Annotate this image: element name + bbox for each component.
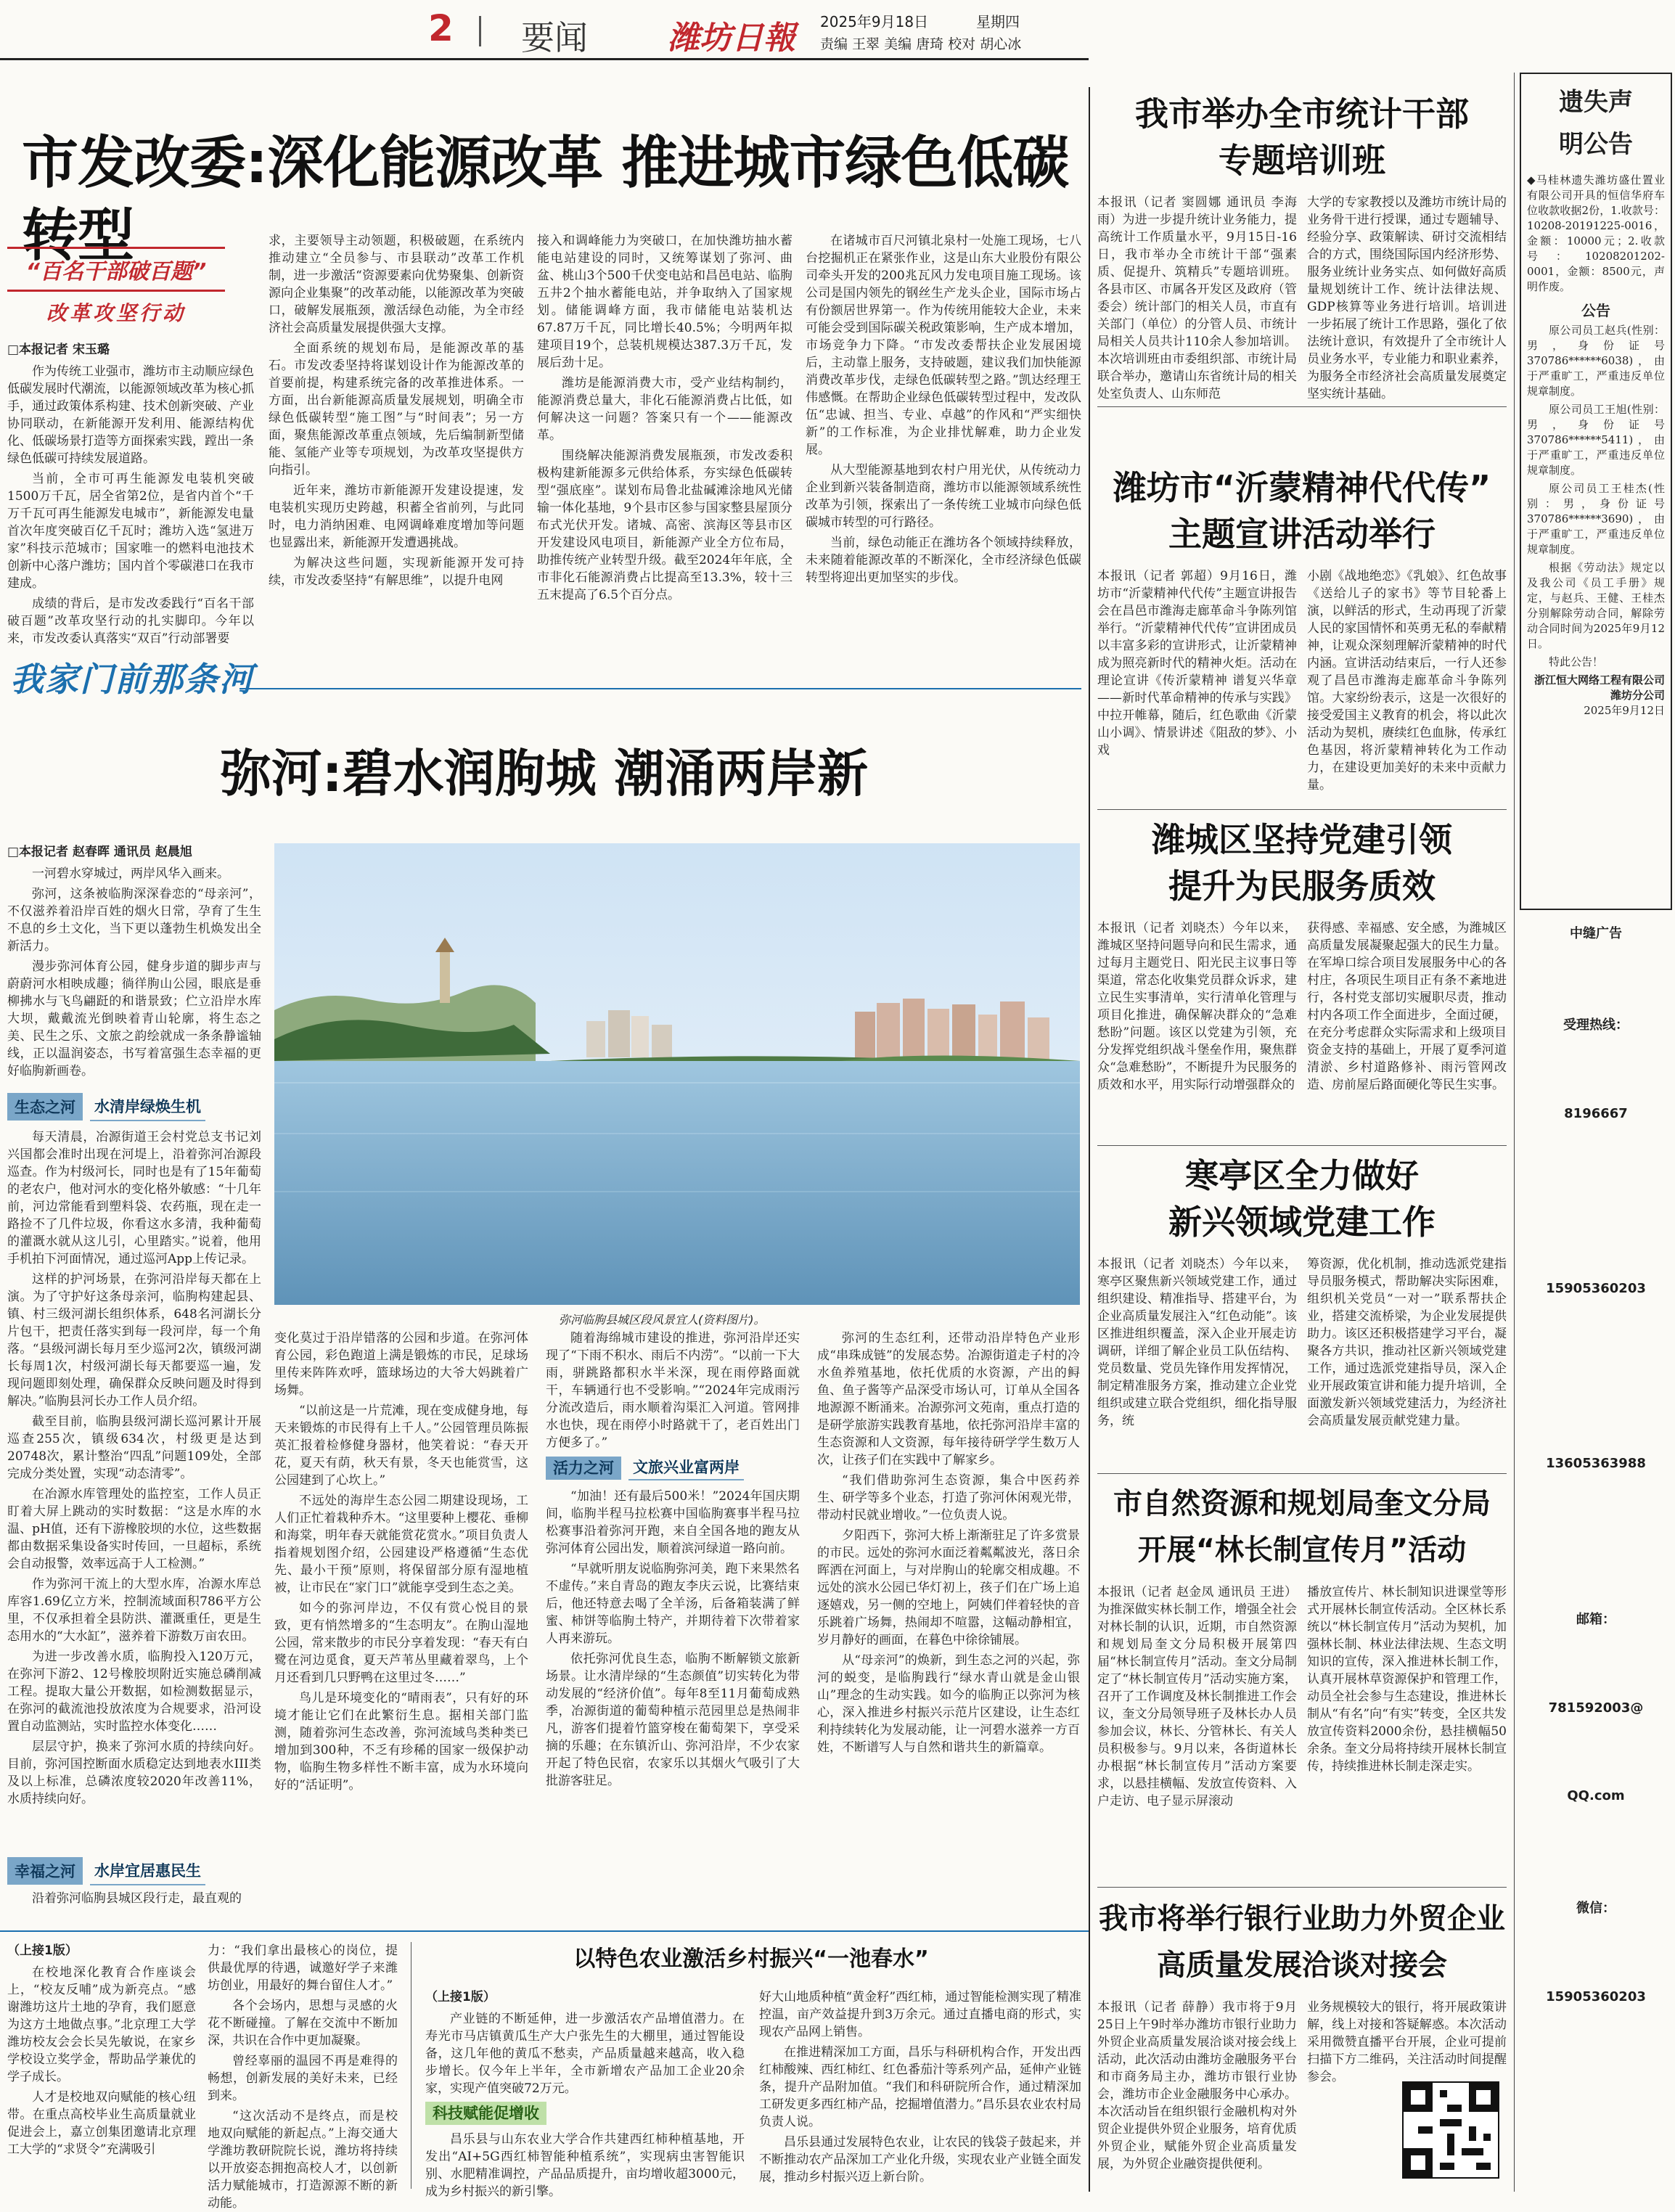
river-col-a-end — [7, 1890, 261, 1912]
subhead-eco-river — [7, 1092, 261, 1121]
masthead — [0, 0, 1089, 58]
subhead-tag: 幸福之河 — [7, 1857, 83, 1885]
paragraph: 如今的弥河岸边，不仅有赏心悦目的景致，更有悄然增多的“生态明友”。在朐山湿地公园，常来散步的市民分享着发现：“春天有白鹭在河边觅食，夏天芦苇丛里藏着翠鸟，上个月还看到几只野鸭在这里过冬……” — [274, 1601, 528, 1685]
paragraph: “我们借助弥河生态资源，集合中医药养生、研学等多个业态，打造了弥河休闲观光带，带动村民就业增收。”一位负责人说。 — [817, 1473, 1080, 1523]
paragraph: 作为弥河干流上的大型水库，冶源水库总库容1.69亿立方米，控制流域面积786平方公里，不仅承担着全县防洪、灌溉重任，更是生态用水的“大水缸”，滋养着下游数万亩农田。 — [7, 1577, 261, 1644]
paragraph: 特此公告！ — [1549, 655, 1604, 668]
story-headline: 寒亭区全力做好 — [1185, 1156, 1419, 1195]
company-name: 浙江恒大网络工程有限公司潍坊分公司 — [1533, 673, 1665, 702]
series-badge-title: “百名干部破百题” — [7, 247, 225, 292]
paragraph: 各个会场内，思想与灵感的火花不断碰撞。了解在交流中不断加深，共识在合作中更加凝聚。 — [208, 1999, 398, 2048]
paragraph: 为解决这些问题，实现新能源开发可持续，市发改委坚持“有解思维”，以提升电网 — [269, 556, 524, 588]
paragraph: 夕阳西下，弥河大桥上渐渐驻足了许多赏景的市民。远处的弥河水面泛着粼粼波光，落日余晖洒在河面上，与对岸朐山的轮廓交相成趣。不远处的滨水公园已华灯初上，孩子们在广场上追逐嬉戏，另一侧的空地上，阿姨们伴着轻快的音乐跳着广场舞，热闹却不喧嚣，这幅动静相宜，岁月静好的画面，在暮色中徐徐铺展。 — [817, 1528, 1080, 1647]
paragraph: 在校地深化教育合作座谈会上，“校友反哺”成为新亮点。“感谢潍坊这片土地的孕育，我们愿意为这方土地做点事。”北京理工大学潍坊校友会会长吴先敏说，在家乡学校设立奖学金，帮助品学兼优的学子成长。 — [7, 1965, 196, 2084]
paragraph: 依托弥河优良生态，临朐不断解锁文旅新场景。让水清岸绿的“生态颜值”切实转化为带动发展的“经济价值”。每年8至11月葡萄成熟季，冶源街道的葡萄种植示范园里总是热闹非凡，游客们提着竹篮穿梭在葡萄架下，享受采摘的乐趣；在东镇沂山、弥河沿岸，不少农家开起了特色民宿，农家乐以其烟火气吸引了大批游客驻足。 — [546, 1652, 800, 1788]
paragraph: 全面系统的规划布局，是能源改革的基石。市发改委坚持将谋划设计作为能源改革的首要前提，构建系统完备的改革推进体系。一方面，出台新能源高质量发展规划，明确全市绿色低碳转型“施工图”与“时间表”；另一方面，聚焦能源改革重点领域，先后编制新型储能、氢能产业等专项规划，为改革攻坚提供方向指引。 — [269, 341, 524, 478]
paragraph: 求，主要领导主动领题，积极破题，在系统内推动建立“全员参与、市县联动”改革工作机制，进一步激活“资源要素向优势聚集、创新资源向企业集聚”的改革动能，以能源改革为突破口，破解发展瓶颈，激活绿色动能，为全市经济社会高质量发展提供强大支撑。 — [269, 234, 524, 335]
story-col: 本报讯（记者 赵金凤 通讯员 王进）为推深做实林长制工作，增强全社会对林长制的认识，近期，市自然资源和规划局奎文分局积极开展第四届“林长制宣传月”活动。奎文分局制定了“林长制宣传月”活动实施方案，召开了工作调度及林长制推进工作会议，奎文分局领导班子及林长办人员参加会议，林长、分管林长、有关人员积极参与。9月以来，各街道林长办根据“林长制宣传月”活动方案要求，以悬挂横幅、发放宣传资料、入户走访、电子显示屏滚动 — [1097, 1585, 1297, 1808]
story-col: 大学的专家教授以及潍坊市统计局的业务骨干进行授课，通过专题辅导、经验分享、政策解读、研讨交流相结合的方式，围绕国际国内经济形势、服务业统计业务实点、如何做好高质量规划统计工作、统计法律法规、GDP核算等业务进行培训。培训进一步拓展了统计工作思路，强化了依法统计意识，有效提升了全市统计人员业务水平，专业能力和职业素养，为服务全市经济社会高质量发展奠定坚实统计基础。 — [1307, 195, 1507, 401]
story-col: 本报讯（记者 窦圆娜 通讯员 李海雨）为进一步提升统计业务能力，提高统计工作质量水平，9月15日-16日，我市举办全市统计干部“强素质、促提升、筑精兵”专题培训班。各县市区、市属各开发区及政府（管委会）统计部门的相关人员，市直有关部门（单位）的分管人员、市统计局相关人员共计110余人参加培训。本次培训班由市委组织部、市统计局联合举办，邀请山东省统计局的相关处室负责人、山东师范 — [1097, 195, 1297, 401]
sidebar-story-3 — [1097, 816, 1507, 1143]
paragraph: 层层守护，换来了弥河水质的持续向好。目前，弥河国控断面水质稳定达到地表水III类及以上标准，总磷浓度较2020年改善11%，水质持续向好。 — [7, 1740, 261, 1806]
email-address: 781592003@ — [1548, 1700, 1644, 1716]
paragraph: 沿着弥河临朐县城区段行走，最直观的 — [32, 1891, 242, 1906]
river-col-c — [546, 1330, 800, 1925]
lead-byline: □本报记者 宋玉璐 — [7, 343, 110, 357]
story-headline: 我市将举行银行业助力外贸企业 — [1099, 1902, 1505, 1936]
story-headline-2: 开展“林长制宣传月”活动 — [1137, 1533, 1467, 1567]
notice-title: 遗失声明公告 — [1559, 88, 1633, 159]
story-headline: 我市举办全市统计干部 — [1135, 94, 1469, 134]
story-headline-2: 提升为民服务质效 — [1168, 867, 1436, 906]
paragraph: “这次活动不是终点，而是校地双向赋能的新起点。”上海交通大学潍坊教研院院长说，潍坊将持续以开放姿态拥抱高校人才，以创新活力赋能城市，打造源源不断的新动能。 — [208, 2109, 398, 2211]
subhead-text: 水岸宜居惠民生 — [90, 1856, 205, 1885]
phone-number: 13605363988 — [1546, 1456, 1646, 1471]
story-headline-2: 新兴领域党建工作 — [1168, 1203, 1436, 1242]
river-col-a — [7, 1128, 261, 1854]
river-badge: 我家门前那条河 — [10, 660, 254, 699]
paragraph: 曾经辜丽的温园不再是难得的畅想，创新发展的美好未来，已经到来。 — [208, 2054, 398, 2103]
bottom-left-col-2 — [208, 1942, 398, 2211]
relay-ad-label: 中缝广告 — [1570, 926, 1622, 941]
sidebar-story-2 — [1097, 464, 1507, 827]
paragraph: 昌乐县与山东农业大学合作共建西红柿种植基地，开发出“AI+5G西红柿智能种植系统”，实现病虫害智能识别、水肥精准调控，产品品质提升，亩均增收超3000元，成为乡村振兴的新引擎。 — [425, 2132, 745, 2199]
series-badge — [7, 247, 225, 323]
paragraph: “早就听朋友说临朐弥河美，跑下来果然名不虚传。”来自青岛的跑友李庆云说，比赛结束后，他还特意去喝了全羊汤，后备箱装满了鲜蜜、柿饼等临朐土特产，并期待着下次带着家人再来游玩。 — [546, 1562, 800, 1646]
subhead-tag: 生态之河 — [7, 1093, 83, 1121]
bottom-right-col-1 — [425, 1988, 745, 2199]
notice-box — [1520, 73, 1672, 910]
paragraph: 围绕解决能源消费发展瓶颈，市发改委积极构建新能源多元供给体系，夯实绿色低碳转型“强底座”。谋划布局鲁北盐碱滩涂地风光储输一体化基地，9个县市区参与国家整县屋顶分布式光伏开发。诸城、高密、滨海区等县市区开发建设风电项目，新能源产业全方位布局，助推传统产业转型升级。截至2024年年底，全市非化石能源消费占比提高至13.3%，较十三五末提高了6.5个百分点。 — [537, 448, 793, 602]
river-col-d — [817, 1330, 1080, 1925]
story-col: 本报讯（记者 薛静）我市将于9月25日上午9时举办潍坊市银行业助力外贸企业高质量发展洽谈对接会线上活动，此次活动由潍坊金融服务平台和市商务局主办，潍坊市银行业协会，潍坊市企业金融服务中心承办。本次活动旨在组织银行金融机构对外贸企业提供外贸企业服务，培育优质外贸企业，赋能外贸企业高质量发展，为外贸企业融资提供便利。 — [1097, 2000, 1297, 2171]
paragraph: 产业链的不断延伸，进一步激活农产品增值潜力。在寿光市马店镇黄瓜生产大户张先生的大棚里，通过智能设备，这几年他的黄瓜不愁卖，产品质量越来越高，收入稳步增长。仅今年上半年，全市新增农产品加工企业20余家，实现产值突破72万元。 — [425, 2012, 745, 2096]
masthead-rule — [0, 58, 1089, 60]
section-title: 要闻 — [521, 18, 588, 57]
story-col: 播放宣传片、林长制知识进课堂等形式开展林长制宣传活动。全区林长系统以“林长制宣传月”活动为契机，加强林长制、林业法律法规、生态文明知识的宣传，深入推进林长制工作，认真开展林草资源保护和管理工作，动员全社会参与生态建设，推进林长制从“有名”向“有实”转变，全区共发放宣传资料2000余份，悬挂横幅50余条。奎文分局将持续开展林长制宣传，持续推进林长制走深走实。 — [1307, 1585, 1507, 1774]
paragraph: 昌乐县通过发展特色农业，让农民的钱袋子鼓起来，并不断推动农产品深加工产业化升级，实现农业产业链全面发展，推动乡村振兴迈上新台阶。 — [759, 2135, 1081, 2184]
paragraph: 每天清晨，冶源街道王会村党总支书记刘兴国都会准时出现在河堤上，沿着弥河冶源段巡查。作为村级河长，同时也是有了15年葡萄的老农户，他对河水的变化格外敏感：“十几年前，河边常能看到塑料袋、农药瓶，现在走一路捡不了几件垃圾，你看这水多清，我种葡萄的灌溉水就从这儿引，心里踏实。”说着，他用手机拍下河面情况，通过巡河App上传记录。 — [7, 1130, 261, 1266]
sidebar-rule — [1097, 1145, 1507, 1146]
qr-code — [1402, 2081, 1499, 2179]
paragraph: 接入和调峰能力为突破口，在加快潍坊抽水蓄能电站建设的同时，又统筹谋划了弥河、曲盆、桃山3个500千伏变电站和昌邑电站、临朐五井2个抽水蓄能电站，并争取纳入了国家规划。储能调峰方面，我市储能电站装机达67.87万千瓦，同比增长40.5%；今明两年拟建项目19个，总装机规模达387.3万千瓦，发展后劲十足。 — [537, 234, 793, 370]
paragraph: 漫步弥河体育公园，健身步道的脚步声与蔚蔚河水相映成趣；徜徉朐山公园，眼底是垂柳拂水与飞鸟翩跹的和谐景致；伫立沿岸水库大坝，戴戴流光倒映着青山轮廓，将生态之美、民生之乐、文旅之韵绘就成一条条静谧轴线，正以温润姿态，书写着富强生态幸福的更好临朐新画卷。 — [7, 959, 261, 1078]
email-domain: QQ.com — [1567, 1788, 1625, 1803]
sidebar-story-5 — [1097, 1480, 1507, 1883]
river-headline: 弥河:碧水润朐城 潮涌两岸新 — [220, 744, 869, 803]
story-col: 本报讯（记者 郭超）9月16日，潍坊市“沂蒙精神代代传”主题宣讲报告会在昌邑市潍海走廊革命斗争陈列馆举行。“沂蒙精神代代传”宣讲团成员以丰富多彩的宣讲形式，让沂蒙精神成为照亮新时代的精神火炬。活动在理论宣讲《传沂蒙精神 谱复兴华章——新时代革命精神的传承与实践》中拉开帷幕，随后，红色歌曲《沂蒙山小调》、情景讲述《阻敌的梦》、小戏 — [1097, 569, 1297, 758]
series-badge-subtitle: 改革攻坚行动 — [46, 301, 186, 325]
issue-date: 2025年9月18日 — [820, 13, 929, 30]
ad-strip — [1520, 73, 1672, 2188]
story-col: 小剧《战地绝恋》《乳娘》、红色故事《送给儿子的家书》等节目轮番上演，以鲜活的形式，生动再现了沂蒙人民的家国情怀和英勇无私的奉献精神，让观众深刻理解沂蒙精神的时代内涵。宣讲活动结束后，一行人还参观了昌邑市潍海走廊革命斗争陈列馆。大家纷纷表示，这是一次很好的接受爱国主义教育的机会，将以此次活动为契机，赓续红色血脉，传承红色基因，将沂蒙精神转化为工作动力，在建设更加美好的未来中贡献力量。 — [1307, 569, 1507, 792]
lead-headline: 市发改委:深化能源改革 推进城市绿色低碳转型 — [22, 131, 1069, 269]
story-col: 本报讯（记者 刘晓杰）今年以来，潍城区坚持问题导向和民生需求，通过每月主题党日、阳光民主议事日等渠道，常态化收集党员群众诉求，建立民生实事清单，实行清单化管理与项目化推进，确保解决群众的“急难愁盼”问题。该区以党建为引领，充分发挥党组织战斗堡垒作用，聚焦群众“急难愁盼”，不断提升为民服务的质效和水平，用实际行动增强群众的 — [1097, 921, 1297, 1092]
story-headline-2: 专题培训班 — [1219, 141, 1385, 180]
phone-number: 15905360203 — [1546, 1281, 1646, 1296]
bottom-right-headline: 以特色农业激活乡村振兴“一池春水” — [573, 1946, 929, 1972]
sidebar-rule — [1097, 1887, 1507, 1888]
paragraph: 在诸城市百尺河镇北泉村一处施工现场，七八台挖掘机正在紧张作业，这是山东大业股份有限公司牵头开发的200兆瓦风力发电项目施工现场。该公司是国内领先的钢丝生产龙头企业，国际市场占有份额居世界第一。作为传统用能较大企业，未来可能会受到国际碳关税政策影响，生产成本增加，市场竞争力下降。“市发改委帮扶企业发展困境后，主动靠上服务，支持破题，建议我们加快能源消费改革步伐，走绿色低碳转型之路。”凯达经理王伟感慨。在帮助企业绿色低碳转型过程中，发改队伍“忠诚、担当、专业、卓越”的作风和“严实细快新”的工作标准，为企业排忧解难，助力企业发展。 — [806, 234, 1081, 457]
paragraph: 当前，绿色动能正在潍坊各个领域持续释放，未来随着能源改革的不断深化，全市经济绿色低碳转型将迎出更加坚实的步伐。 — [806, 536, 1081, 585]
story-col: 业务规模较大的银行，将开展政策讲解，线上对接和答疑解惑。本次活动采用微赞直播平台开展，企业可提前扫描下方二维码，关注活动时间提醒参会。 — [1307, 2000, 1507, 2084]
river-rule — [239, 688, 1081, 689]
river-col-b — [274, 1330, 528, 1925]
story-col: 本报讯（记者 刘晓杰）今年以来，寒亭区聚焦新兴领域党建工作，通过组织建设、精准指导、搭建平台，为企业高质量发展注入“红色动能”。该区推进组织覆盖，深入企业开展走访调研，详细了解企业员工队伍结构、党员数量、党员先锋作用发挥情况，制定精准服务方案，推动建立企业党组织或建立联合党组织，细化指导服务，统 — [1097, 1257, 1297, 1428]
paragraph: “加油！还有最后500米！”2024年国庆期间，临朐半程马拉松赛中国临朐赛事半程马拉松赛事沿着弥河开跑，来自全国各地的跑友从弥河体育公园出发，顺着滨河绿道一路向前。 — [546, 1489, 800, 1556]
paragraph: 变化莫过于沿岸错落的公园和步道。在弥河体育公园，彩色跑道上满是锻炼的市民，足球场里传来阵阵欢呼，篮球场边的大爷大妈跳着广场舞。 — [274, 1331, 528, 1398]
story-headline: 潍坊市“沂蒙精神代代传” — [1113, 468, 1491, 507]
wechat-phone: 15905360203 — [1546, 1989, 1646, 2004]
issue-weekday: 星期四 — [976, 13, 1020, 30]
phone-number: 8196667 — [1564, 1106, 1628, 1121]
paragraph: 从“母亲河”的焕新，到生态之河的兴起，弥河的蜕变，是临朐践行“绿水青山就是金山银山”理念的生动实践。如今的临朐正以弥河为核心，深入推进乡村振兴示范片区建设，让生态红利持续转化为发展动能，让一河碧水滋养一方百姓，不断谱写人与自然和谐共生的新篇章。 — [817, 1653, 1080, 1755]
paragraph: 好大山地质种植“黄金籽”西红柿，通过智能检测实现了精准控温，亩产效益提升到3万余元。通过直播电商的形式，实现农产品网上销售。 — [759, 1990, 1081, 2039]
bottom-right-col-2 — [759, 1988, 1081, 2189]
continuation-label: （上接1版） — [7, 1943, 78, 1958]
paragraph: 原公司员工赵兵(性别：男，身份证号370786******6038)，由于严重旷工，严重违反单位规章制度。 — [1527, 324, 1665, 398]
paragraph: 截至目前，临朐县级河湖长巡河累计开展巡查255次，镇级634次，村级更是达到20748次，累计整治“四乱”问题109处，全部完成分类处置，实现“动态清零”。 — [7, 1414, 261, 1481]
paragraph: 不远处的海岸生态公园二期建设现场，工人们正忙着栽种乔木。“这里要种上樱花、垂柳和海棠，明年春天就能赏花赏水。”项目负责人指着规划图介绍，公园建设严格遵循“生态优先、最小干预”原则，将保留部分原有湿地植被，让市民在“家门口”就能享受到生态之美。 — [274, 1494, 528, 1595]
page-number: 2 — [428, 7, 454, 49]
paragraph: 弥河的生态红利，还带动沿岸特色产业形成“串珠成链”的发展态势。冶源街道走子村的冷水鱼养殖基地，依托优质的水资源，产出的鲟鱼、鱼子酱等产品深受市场认可，订单从全国各地源源不断涌来。冶源弥河文苑南，重点打造的是研学旅游实践教育基地，依托弥河沿岸丰富的生态资源和人文资源，每年接待研学学生数万人次，让孩子们在实践中了解家乡。 — [817, 1331, 1080, 1467]
subhead-tag: 活力之河 — [546, 1457, 621, 1480]
lower-rule — [0, 1930, 1089, 1932]
subhead-vital-river — [546, 1456, 800, 1480]
editor-credits: 责编 王翠 美编 唐琦 校对 胡心冰 — [820, 36, 1022, 52]
story-headline: 市自然资源和规划局奎文分局 — [1113, 1487, 1491, 1520]
river-intro-col — [7, 843, 261, 1105]
notice-body — [1527, 173, 1665, 718]
story-headline: 潍城区坚持党建引领 — [1152, 820, 1452, 859]
sidebar-story-4 — [1097, 1152, 1507, 1472]
paragraph: “以前这是一片荒滩，现在变成健身地，每天来锻炼的市民得有上千人。”公园管理员陈振英汇报着检修健身器材，他笑着说：“春天开花，夏天有荫，秋天有景，冬天也能赏雪，这公园建到了心坎上。” — [274, 1404, 528, 1488]
sidebar-rule — [1097, 1473, 1507, 1474]
story-headline-2: 主题宣讲活动举行 — [1168, 515, 1436, 554]
river-landscape-illustration — [274, 843, 1080, 1305]
notice-item: ◆马桂林遗失潍坊盛仕置业有限公司开具的恒信华府车位收款收据2份，1.收款号：10208-20191225-0016，金额：10000元；2.收款号：10208201202-0001，金额：8500元，声明作废。 — [1527, 173, 1665, 293]
email-label: 邮箱： — [1576, 1612, 1615, 1627]
lead-col-1 — [7, 341, 254, 646]
bottom-left-col-1 — [7, 1942, 196, 2189]
paragraph: 一河碧水穿城过，两岸风华入画来。 — [32, 867, 229, 881]
sidebar-rule — [1097, 809, 1507, 810]
paragraph: 在推进精深加工方面，昌乐与科研机构合作，开发出西红柿酸辣、西红柿红、红色番茄汁等系列产品，延伸产业链条，提升产品附加值。“我们和科研院所合作，通过精深加工研发更多西红柿产品，挖掘增值潜力。”昌乐县农业农村局负责人说。 — [759, 2045, 1081, 2129]
paragraph: 原公司员工王旭(性别：男，身份证号370786******5411)，由于严重旷工，严重违反单位规章制度。 — [1527, 403, 1665, 477]
paragraph: 弥河，这条被临朐深深眷恋的“母亲河”，不仅滋养着沿岸百姓的烟火日常，孕育了生生不息的乡土文化，当下更以蓬勃生机焕发出全新活力。 — [7, 887, 261, 954]
divider-bar — [479, 16, 481, 46]
wechat-label: 微信： — [1576, 1901, 1615, 1916]
paragraph: 作为传统工业强市，潍坊市主动顺应绿色低碳发展时代潮流，以能源领域改革为核心抓手，通过政策体系构建、技术创新突破、产业协同联动，在新能源开发利用、能源结构优化、低碳场景打造等方面探索实践，蹚出一条绿色低碳可持续发展道路。 — [7, 364, 254, 466]
subhead-happy-river — [7, 1856, 261, 1885]
story-col: 筹资源，优化机制，推动选派党建指导员服务模式，帮助解决实际困难，组织机关党员“一对一”联系帮扶企业，搭建交流桥梁，为企业发展提供助力。该区还积极搭建学习平台，凝聚各方共识，推动社区新兴领域党建工作，通过选派党建指导员，深入企业开展政策宣讲和能力提升培训，全面激发新兴领域党建活力，为经济社会高质量发展贡献党建力量。 — [1307, 1257, 1507, 1428]
paragraph: 鸟儿是环境变化的“晴雨表”，只有好的环境才能让它们在此繁衍生息。据相关部门监测，随着弥河生态改善，弥河流域鸟类种类已增加到300种，不乏有珍稀的国家一级保护动物，临朐生物多样性不断丰富，成为水环境向好的“活证明”。 — [274, 1691, 528, 1793]
story-col: 获得感、幸福感、安全感，为潍城区高质量发展凝聚起强大的民生力量。在军埠口综合项目发展服务中心的各村庄，各项民生项目正有条不紊地进行，各村党支部切实履职尽责，推动村内各项工作全面进步，全面过硬，在充分考虑群众实际需求和上级项目资金支持的基础上，开展了夏季河道清淤、乡村道路修补、雨污管网改造、房前屋后路面硬化等民生实事。 — [1307, 921, 1507, 1092]
paragraph: 当前，全市可再生能源发电装机突破1500万千瓦，居全省第2位，是省内首个“千万千瓦可再生能源发电城市”，新能源发电量首次年度突破百亿千瓦时；潍坊入选“氢进万家”科技示范城市；国家唯一的燃料电池技术创新中心落户潍坊；国内首个零碳港口在我市建成。 — [7, 472, 254, 591]
paragraph: 潍坊是能源消费大市，受产业结构制约，能源消费总量大，非化石能源消费占比低，如何解决这一问题？答案只有一个——能源改革。 — [537, 376, 793, 443]
river-photo — [274, 843, 1080, 1305]
paragraph: 在冶源水库管理处的监控室，工作人员正盯着大屏上跳动的实时数据：“这是水库的水温、pH值，还有下游橡胶坝的水位，这些数据都由数据采集设备实时传回，一旦超标，系统会自动报警，效率远高于人工检测。” — [7, 1487, 261, 1571]
paragraph: 成绩的背后，是市发改委践行“百名干部破百题”改革攻坚行动的扎实脚印。今年以来，市发改委认真落实“双百”行动部署要 — [7, 597, 254, 646]
notice-date: 2025年9月12日 — [1584, 704, 1665, 717]
sidebar-rule — [1097, 406, 1507, 407]
story-headline-2: 高质量发展洽谈对接会 — [1157, 1949, 1447, 1982]
sidebar-divider — [1089, 87, 1090, 2192]
lead-col-3 — [537, 232, 793, 628]
sidebar-story-1 — [1097, 91, 1507, 399]
river-byline: □本报记者 赵春晖 通讯员 赵晨旭 — [7, 845, 192, 859]
paragraph: 这样的护河场景，在弥河沿岸每天都在上演。为了守护好这条母亲河，临朐构建起县、镇、村三级河湖长组织体系，648名河湖长分片包干，把责任落实到每一段河岸，每一个角落。“县级河湖长每月至少巡河2次，镇级河湖长每周1次，村级河湖长每天都要巡一遍，发现问题即刻处理，确保群众反映问题及时得到解决。”临朐县河长办工作人员介绍。 — [7, 1272, 261, 1409]
paper-name: 潍坊日報 — [668, 20, 795, 57]
lead-col-2 — [269, 232, 524, 628]
paragraph: 为进一步改善水质，临朐投入120万元，在弥河下游2、12号橡胶坝附近实施总磷削减工程。提取大量公开数据，如检测数据显示，在弥河的截流池投放浓度为合规要求，沿河设置自动监测站，实时监控水体变化…… — [7, 1650, 261, 1734]
paragraph: 原公司员工王桂杰(性别：男，身份证号370786******3690)，由于严重旷工，严重违反单位规章制度。 — [1527, 482, 1665, 556]
lead-col-4 — [806, 232, 1081, 628]
paragraph: 随着海绵城市建设的推进，弥河沿岸还实现了“下雨不积水、雨后不内涝”。“以前一下大雨，骈跳路都积水半米深，现在雨停路面就干，车辆通行也不受影响。”“2024年完成雨污分流改造后，雨水顺着沟渠汇入河道。管网排水也快，现在雨停小时路就干了，老百姓出门方便多了。” — [546, 1331, 800, 1450]
paragraph: 近年来，潍坊市新能源开发建设提速，发电装机实现历史跨越，积蓄全省前列，与此同时，电力消纳困难、电网调峰难度增加等问题也显露出来，新能源开发遭遇挑战。 — [269, 483, 524, 550]
hotline-label: 受理热线： — [1563, 1017, 1629, 1033]
subhead-text: 文旅兴业富两岸 — [628, 1456, 744, 1480]
paragraph: 人才是校地双向赋能的核心纽带。在重点高校毕业生高质量就业促进会上，嘉立创集团邀请北京理工大学的“求贤令”充满吸引 — [7, 2090, 196, 2157]
subhead-tech — [425, 2102, 745, 2125]
ad-strip-divider — [1514, 73, 1515, 2192]
paragraph: 根据《劳动法》规定以及我公司《员工手册》规定，与赵兵、王健、王桂杰分别解除劳动合同，解除劳动合同时间为2025年9月12日。 — [1527, 561, 1665, 650]
paragraph: 从大型能源基地到农村户用光伏，从传统动力企业到新兴装备制造商，潍坊市以能源领域系统性改革为引领，探索出了一条传统工业城市向绿色低碳城市转型的可行路径。 — [806, 463, 1081, 530]
subhead-tag: 科技赋能促增收 — [425, 2102, 546, 2125]
subhead-text: 水清岸绿焕生机 — [90, 1092, 205, 1121]
qr-code-icon — [1404, 2083, 1498, 2177]
photo-caption: 弥河临朐县城区段风景宜人(资料图片)。 — [559, 1313, 766, 1327]
gongao-title: 公告 — [1581, 302, 1610, 319]
paragraph: 力：“我们拿出最核心的岗位，提供最优厚的待遇，诚邀好学子来潍坊创业，用最好的舞台留住人才。” — [208, 1943, 398, 1993]
continuation-label: （上接1版） — [425, 1990, 496, 2004]
